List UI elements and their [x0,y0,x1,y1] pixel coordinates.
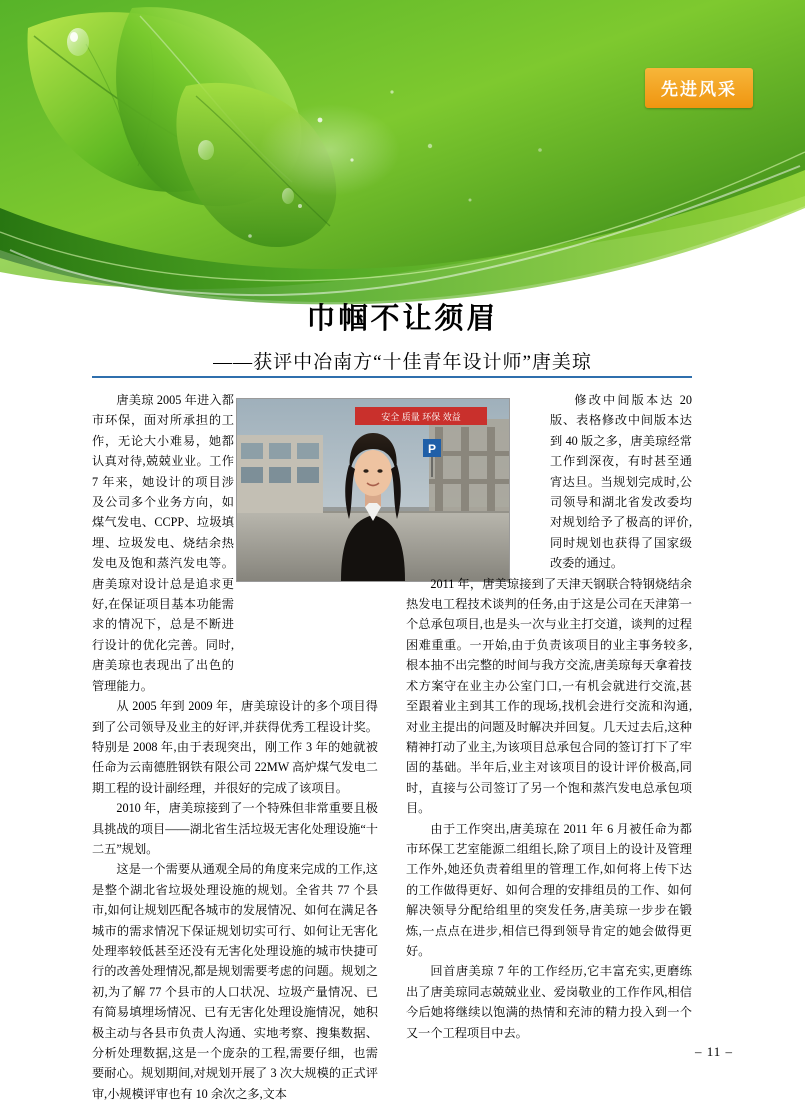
paragraph: 修改中间版本达 20 版、表格修改中间版本达到 40 版之多，唐美琼经常工作到深夜，有时甚至通宵达旦。当规划完成时,公司领导和湖北省发改委均对规划给予了极高的评价,同时规划也获得了国家级改委的通过。 [550,393,692,571]
svg-text:安全 质量 环保 效益: 安全 质量 环保 效益 [381,412,461,422]
title-block [0,296,805,374]
paragraph: 这是一个需要从通观全局的角度来完成的工作,这是整个湖北省垃圾处理设施的规划。全省共 77 个县市,如何让规划匹配各城市的发展情况、如何在满足各城市的需求情况下保证规划切实可行、如何让无害化处理率较低甚至还没有无害化处理设施的城市快捷可行的改善处理情况,都是规划需要考虑的问题。规划之初,为了解 77 个县市的人口状况、垃圾产量情况、已有简易填埋场情况、已有无害化处理设施情况，她积极主动与各县市负责人沟通、实地考察、搜集数据、分析处理数据,这是一个庞杂的工程,需要仔细，也需要耐心。规划期间,对规划开展了 3 次大规模的正式评审,小规模评审也有 10 余次之多,文本 [92,862,378,1101]
paragraph: 从 2005 年到 2009 年，唐美琼设计的多个项目得到了公司领导及业主的好评,并获得优秀工程设计奖。特别是 2008 年,由于表现突出，刚工作 3 年的她就被任命为云南德胜钢铁有限公司 22MW 高炉煤气发电二期工程的设计副经理，并很好的完成了该项目。 [92,699,378,795]
paragraph: 2011 年，唐美琼接到了天津天钢联合特钢烧结余热发电工程技术谈判的任务,由于这是公司在天津第一个总承包项目,也是头一次与业主打交道，谈判的过程困难重重。一开始,由于负责该项目的业主事务较多,根本抽不出完整的时间与我方交流,唐美琼每天拿着技术方案守在业主办公室门口,一有机会就进行交流,甚至跟着业主到其工作的现场,找机会进行交流和沟通,对业主提出的问题及时解决并回复。几天过去后,这种精神打动了业主,为该项目总承包合同的签订打下了牢固的基础。半年后,业主对该项目的设计评价极高,同时，直接与公司签订了另一个饱和蒸汽发电总承包项目。 [406,576,692,816]
paragraph: 唐美琼 2005 年进入都市环保，面对所承担的工作，无论大小难易，她都认真对待,兢兢业业。工作 7 年来，她设计的项目涉及公司多个业务方向，如煤气发电、CCPP、垃圾填埋、垃圾发电、烧结余热发电及饱和蒸汽发电等。唐美琼对设计总是追求更好,在保证项目基本功能需求的情况下，总是不断进行设计的优化完善。同时,唐美琼也表现出了出色的管理能力。 [92,393,234,693]
paragraph: 由于工作突出,唐美琼在 2011 年 6 月被任命为都市环保工艺室能源二组组长,除了项目上的设计及管理工作外,她还负责着组里的管理工作,如何将上传下达的工作做得更好、如何合理的安排组员的工作、如何解决领导分配给组里的突发任务,唐美琼一步步在锻炼,一点点在进步,相信已得到领导肯定的她会做得更好。 [406,821,692,958]
article-body [92,390,692,1101]
body-column-left [92,390,378,1104]
body-column-right [406,390,692,1043]
decorative-header-artwork [0,0,805,330]
paragraph: 回首唐美琼 7 年的工作经历,它丰富充实,更磨练出了唐美琼同志兢兢业业、爱岗敬业的工作作风,相信今后她将继续以饱满的热情和充沛的精力投入到一个又一个工程项目中去。 [406,964,692,1040]
paragraph: 2010 年，唐美琼接到了一个特殊但非常重要且极具挑战的项目——湖北省生活垃圾无害化处理设施“十二五”规划。 [92,801,378,856]
svg-text:P: P [427,442,437,456]
page-title: 巾帼不让须眉 [306,303,499,335]
status-badge: 先进风采 [645,68,753,108]
page-subtitle: ——获评中冶南方“十佳青年设计师”唐美琼 [213,352,592,373]
page-number: – 11 – [694,1044,733,1059]
title-divider [92,376,692,378]
